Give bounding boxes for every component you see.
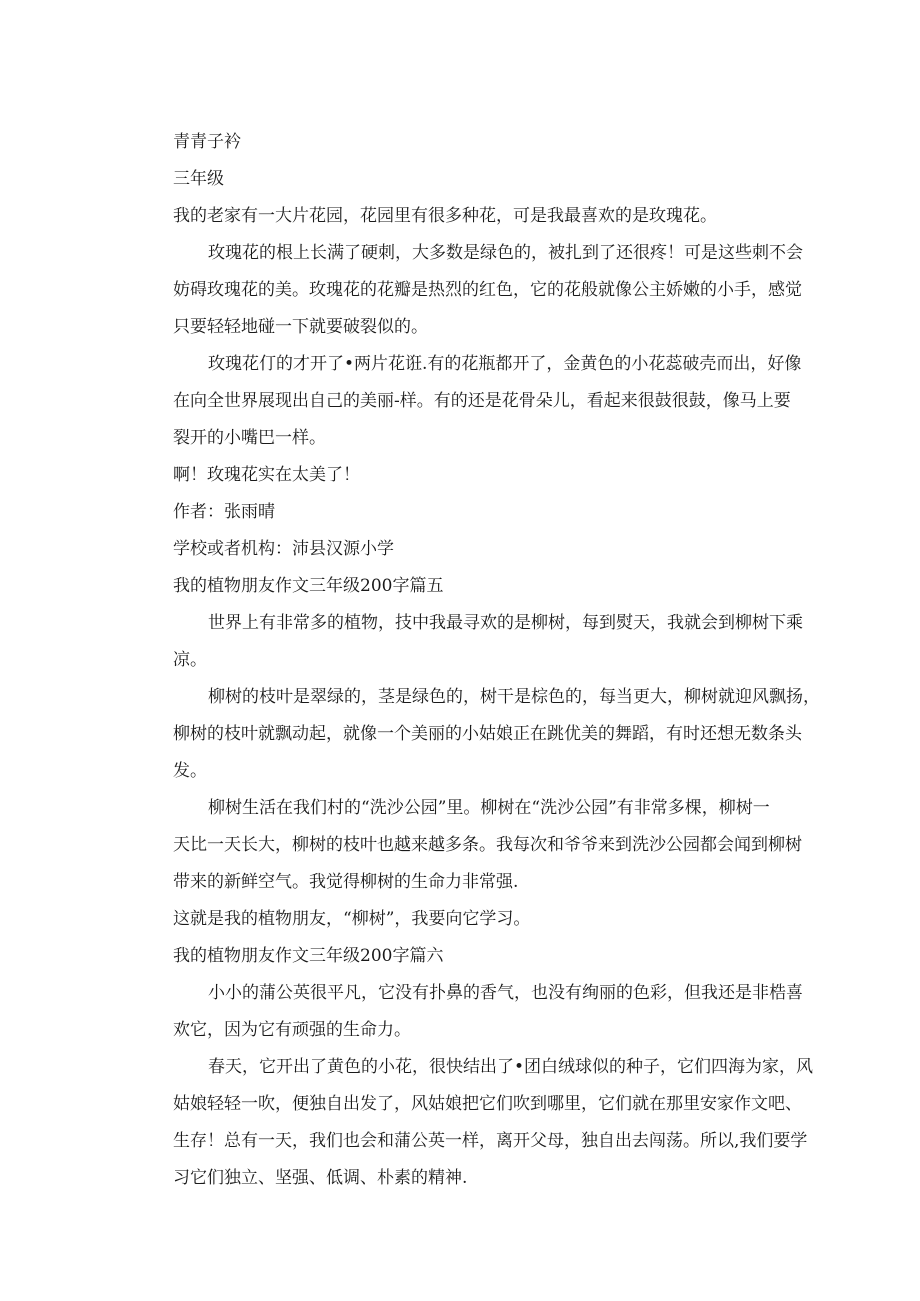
text-line: 这就是我的植物朋友，“柳树”，我要向它学习。 (173, 909, 531, 929)
paragraph-line: 裂开的小嘴巴一样。 (173, 428, 326, 448)
paragraph (138, 679, 820, 790)
section-title: 我的植物朋友作文三年级200字篇五 (173, 576, 444, 596)
paragraph-line: 春天，它开出了黄色的小花，很快结出了•团白绒球似的种子，它们四海为家，风 (208, 1057, 814, 1077)
paragraph (138, 1049, 814, 1197)
paragraph-line: 小小的蒲公英很平凡，它没有扑鼻的香气，也没有绚丽的色彩，但我还是非梏喜 (208, 983, 803, 1003)
paragraph (138, 235, 803, 346)
paragraph-line: 只要轻轻地碰一下就要破裂似的。 (173, 317, 428, 337)
school-line: 学校或者机构：沛县汉源小学 (173, 539, 394, 559)
paragraph (138, 605, 803, 679)
paragraph-line: 玫瑰花的根上长满了硬刺，大多数是绿色的，被扎到了还很疼！可是这些刺不会 (208, 243, 803, 263)
paragraph-line: 柳树生活在我们村的“洗沙公园”里。柳树在“洗沙公园”有非常多棵，柳树一 (208, 798, 770, 818)
paragraph-line: 生存！总有一天，我们也会和蒲公英一样，离开父母，独自出去闯荡。所以,我们要学 (173, 1131, 808, 1151)
paragraph-line: 天比一天长大，柳树的枝叶也越来越多条。我每次和爷爷来到洗沙公园都会闻到柳树 (173, 835, 802, 855)
text-line: 三年级 (173, 169, 224, 189)
paragraph-line: 姑娘轻轻一吹，便独自出发了，风姑娘把它们吹到哪里，它们就在那里安家作文吧、 (173, 1094, 802, 1114)
paragraph-line: 柳树的枝叶就飘动起，就像一个美丽的小姑娘正在跳优美的舞蹈，有时还想无数条头 (173, 724, 802, 744)
paragraph (138, 975, 803, 1049)
paragraph-line: 世界上有非常多的植物，技中我最寻欢的是柳树，每到熨天，我就会到柳树下乘 (208, 613, 803, 633)
document-body (138, 124, 820, 1197)
section-title: 我的植物朋友作文三年级200字篇六 (173, 946, 444, 966)
paragraph-line: 习它们独立、坚强、低调、朴素的精神. (173, 1168, 468, 1188)
text-line: 啊！玫瑰花实在太美了！ (173, 465, 360, 485)
paragraph-line: 欢它，因为它有顽强的生命力。 (173, 1020, 411, 1040)
paragraph (138, 346, 802, 457)
paragraph-line: 柳树的枝叶是翠绿的，茎是绿色的，树干是棕色的，每当更大，柳树就迎风飘扬， (208, 687, 820, 707)
paragraph (138, 790, 802, 901)
text-line: 青青子衿 (173, 132, 241, 152)
paragraph-line: 发。 (173, 761, 207, 781)
author-line: 作者：张雨晴 (173, 502, 275, 522)
paragraph-line: 妨碍玫瑰花的美。玫瑰花的花瓣是热烈的红色，它的花般就像公主娇嫩的小手，感觉 (173, 280, 802, 300)
text-line: 我的老家有一大片花园，花园里有很多种花，可是我最喜欢的是玫瑰花。 (173, 206, 717, 226)
paragraph-line: 凉。 (173, 650, 207, 670)
paragraph-line: 带来的新鲜空气。我觉得柳树的生命力非常强. (173, 872, 519, 892)
paragraph-line: 在向全世界展现出自己的美丽-样。有的还是花骨朵儿，看起来很鼓很鼓，像马上要 (173, 391, 791, 411)
paragraph-line: 玫瑰花仃的才开了•两片花诳.有的花瓶都开了，金黄色的小花蕊破壳而出，好像 (208, 354, 802, 374)
